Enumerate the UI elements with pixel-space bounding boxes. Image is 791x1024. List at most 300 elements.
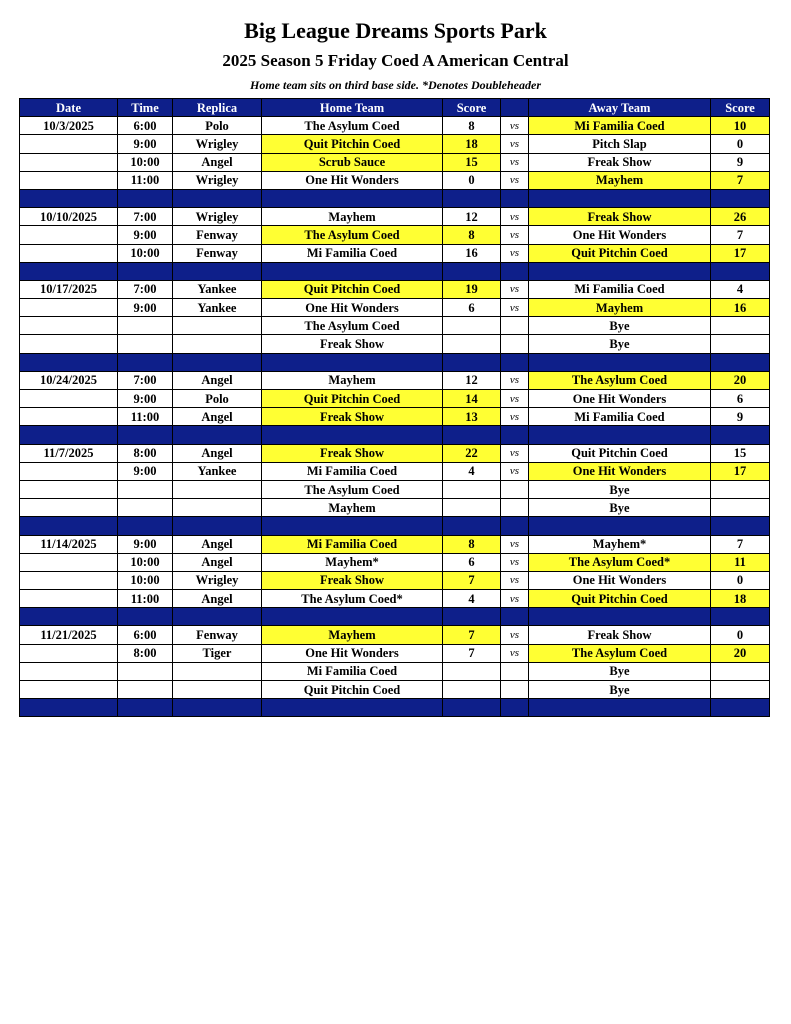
separator-cell bbox=[118, 426, 173, 444]
away-score-cell: 7 bbox=[711, 171, 770, 189]
home-team-cell: Mayhem* bbox=[262, 553, 443, 571]
away-team-cell: Mayhem* bbox=[529, 535, 711, 553]
home-team-cell: Quit Pitchin Coed bbox=[262, 390, 443, 408]
time-cell: 11:00 bbox=[118, 408, 173, 426]
vs-cell: vs bbox=[501, 535, 529, 553]
table-row bbox=[20, 335, 770, 353]
date-cell: 10/17/2025 bbox=[20, 280, 118, 298]
replica-cell bbox=[173, 335, 262, 353]
home-team-cell: Mayhem bbox=[262, 371, 443, 389]
time-cell: 9:00 bbox=[118, 299, 173, 317]
date-cell bbox=[20, 153, 118, 171]
date-cell bbox=[20, 553, 118, 571]
table-row bbox=[20, 571, 770, 589]
away-score-cell: 7 bbox=[711, 226, 770, 244]
home-team-cell: Quit Pitchin Coed bbox=[262, 681, 443, 699]
time-cell: 9:00 bbox=[118, 462, 173, 480]
away-team-cell: Freak Show bbox=[529, 208, 711, 226]
away-score-cell bbox=[711, 335, 770, 353]
separator-cell bbox=[443, 517, 501, 535]
date-cell: 11/7/2025 bbox=[20, 444, 118, 462]
away-score-cell bbox=[711, 480, 770, 498]
home-team-cell: Freak Show bbox=[262, 571, 443, 589]
home-score-cell: 6 bbox=[443, 553, 501, 571]
separator-cell bbox=[501, 699, 529, 717]
vs-cell: vs bbox=[501, 390, 529, 408]
away-team-cell: Bye bbox=[529, 681, 711, 699]
away-score-cell: 0 bbox=[711, 135, 770, 153]
away-team-cell: Pitch Slap bbox=[529, 135, 711, 153]
separator-cell bbox=[529, 517, 711, 535]
time-cell bbox=[118, 499, 173, 517]
home-team-cell: The Asylum Coed bbox=[262, 226, 443, 244]
table-row bbox=[20, 499, 770, 517]
away-team-cell: Bye bbox=[529, 335, 711, 353]
replica-cell bbox=[173, 317, 262, 335]
table-row bbox=[20, 553, 770, 571]
time-cell: 10:00 bbox=[118, 553, 173, 571]
home-team-cell: Freak Show bbox=[262, 408, 443, 426]
table-row bbox=[20, 280, 770, 298]
schedule-body bbox=[20, 117, 770, 717]
time-cell: 9:00 bbox=[118, 135, 173, 153]
page-subtitle: 2025 Season 5 Friday Coed A American Central bbox=[222, 51, 569, 70]
separator-cell bbox=[262, 426, 443, 444]
vs-cell: vs bbox=[501, 226, 529, 244]
replica-cell: Polo bbox=[173, 390, 262, 408]
table-row bbox=[20, 117, 770, 135]
table-row bbox=[20, 390, 770, 408]
separator-cell bbox=[262, 262, 443, 280]
separator-cell bbox=[118, 517, 173, 535]
home-score-cell bbox=[443, 317, 501, 335]
separator-cell bbox=[443, 262, 501, 280]
separator-cell bbox=[501, 353, 529, 371]
replica-cell: Wrigley bbox=[173, 208, 262, 226]
vs-cell: vs bbox=[501, 299, 529, 317]
separator-cell bbox=[529, 189, 711, 207]
home-team-cell: Mi Familia Coed bbox=[262, 662, 443, 680]
week-separator-row bbox=[20, 262, 770, 280]
vs-cell: vs bbox=[501, 444, 529, 462]
separator-cell bbox=[711, 189, 770, 207]
time-cell bbox=[118, 317, 173, 335]
date-cell bbox=[20, 480, 118, 498]
week-separator-row bbox=[20, 608, 770, 626]
separator-cell bbox=[443, 353, 501, 371]
home-score-cell: 7 bbox=[443, 571, 501, 589]
away-team-cell: One Hit Wonders bbox=[529, 390, 711, 408]
date-cell bbox=[20, 226, 118, 244]
time-cell: 7:00 bbox=[118, 208, 173, 226]
home-score-cell bbox=[443, 681, 501, 699]
replica-cell: Wrigley bbox=[173, 571, 262, 589]
vs-cell bbox=[501, 317, 529, 335]
week-separator-row bbox=[20, 699, 770, 717]
away-score-cell: 20 bbox=[711, 644, 770, 662]
away-team-cell: Bye bbox=[529, 317, 711, 335]
replica-cell: Angel bbox=[173, 553, 262, 571]
home-team-cell: Scrub Sauce bbox=[262, 153, 443, 171]
date-cell: 10/3/2025 bbox=[20, 117, 118, 135]
home-team-cell: Mayhem bbox=[262, 626, 443, 644]
vs-cell: vs bbox=[501, 280, 529, 298]
home-score-cell: 7 bbox=[443, 626, 501, 644]
time-cell: 11:00 bbox=[118, 590, 173, 608]
replica-cell: Fenway bbox=[173, 244, 262, 262]
home-score-cell: 12 bbox=[443, 208, 501, 226]
away-team-cell: Mi Familia Coed bbox=[529, 117, 711, 135]
table-row bbox=[20, 681, 770, 699]
table-row bbox=[20, 626, 770, 644]
separator-cell bbox=[173, 608, 262, 626]
vs-cell: vs bbox=[501, 408, 529, 426]
away-score-cell bbox=[711, 681, 770, 699]
time-cell: 11:00 bbox=[118, 171, 173, 189]
separator-cell bbox=[20, 699, 118, 717]
separator-cell bbox=[443, 608, 501, 626]
table-row bbox=[20, 371, 770, 389]
replica-cell: Angel bbox=[173, 444, 262, 462]
home-team-cell: Freak Show bbox=[262, 444, 443, 462]
away-team-cell: Quit Pitchin Coed bbox=[529, 444, 711, 462]
away-team-cell: Mi Familia Coed bbox=[529, 408, 711, 426]
separator-cell bbox=[20, 262, 118, 280]
replica-cell: Wrigley bbox=[173, 135, 262, 153]
col-header-date: Date bbox=[20, 99, 118, 117]
away-score-cell: 16 bbox=[711, 299, 770, 317]
home-team-cell: Mayhem bbox=[262, 208, 443, 226]
date-cell bbox=[20, 462, 118, 480]
away-team-cell: Mi Familia Coed bbox=[529, 280, 711, 298]
home-score-cell: 8 bbox=[443, 117, 501, 135]
table-row bbox=[20, 535, 770, 553]
replica-cell: Angel bbox=[173, 408, 262, 426]
table-row bbox=[20, 208, 770, 226]
away-score-cell: 9 bbox=[711, 153, 770, 171]
replica-cell bbox=[173, 681, 262, 699]
home-team-cell: Quit Pitchin Coed bbox=[262, 280, 443, 298]
separator-cell bbox=[443, 699, 501, 717]
separator-cell bbox=[118, 608, 173, 626]
home-team-cell: The Asylum Coed bbox=[262, 117, 443, 135]
home-score-cell: 4 bbox=[443, 462, 501, 480]
home-score-cell: 8 bbox=[443, 226, 501, 244]
separator-cell bbox=[711, 426, 770, 444]
vs-cell: vs bbox=[501, 571, 529, 589]
away-team-cell: Mayhem bbox=[529, 171, 711, 189]
home-score-cell: 4 bbox=[443, 590, 501, 608]
time-cell: 6:00 bbox=[118, 117, 173, 135]
table-row bbox=[20, 590, 770, 608]
table-row bbox=[20, 480, 770, 498]
away-score-cell: 17 bbox=[711, 244, 770, 262]
table-row bbox=[20, 171, 770, 189]
replica-cell bbox=[173, 662, 262, 680]
home-score-cell: 13 bbox=[443, 408, 501, 426]
home-score-cell: 16 bbox=[443, 244, 501, 262]
separator-cell bbox=[529, 608, 711, 626]
date-cell bbox=[20, 644, 118, 662]
separator-cell bbox=[501, 189, 529, 207]
table-row bbox=[20, 662, 770, 680]
col-header-replica: Replica bbox=[173, 99, 262, 117]
away-score-cell bbox=[711, 662, 770, 680]
separator-cell bbox=[20, 608, 118, 626]
table-row bbox=[20, 153, 770, 171]
vs-cell: vs bbox=[501, 208, 529, 226]
home-team-cell: One Hit Wonders bbox=[262, 644, 443, 662]
date-cell bbox=[20, 135, 118, 153]
date-cell: 11/21/2025 bbox=[20, 626, 118, 644]
separator-cell bbox=[262, 517, 443, 535]
table-row bbox=[20, 408, 770, 426]
away-team-cell: Bye bbox=[529, 480, 711, 498]
time-cell: 10:00 bbox=[118, 153, 173, 171]
col-header-away-score: Score bbox=[711, 99, 770, 117]
home-team-cell: One Hit Wonders bbox=[262, 171, 443, 189]
home-score-cell bbox=[443, 662, 501, 680]
date-cell bbox=[20, 408, 118, 426]
away-team-cell: Quit Pitchin Coed bbox=[529, 590, 711, 608]
separator-cell bbox=[501, 262, 529, 280]
vs-cell: vs bbox=[501, 117, 529, 135]
replica-cell bbox=[173, 499, 262, 517]
separator-cell bbox=[173, 699, 262, 717]
away-score-cell: 26 bbox=[711, 208, 770, 226]
separator-cell bbox=[118, 189, 173, 207]
away-team-cell: Bye bbox=[529, 499, 711, 517]
date-cell bbox=[20, 590, 118, 608]
col-header-home-score: Score bbox=[443, 99, 501, 117]
vs-cell: vs bbox=[501, 153, 529, 171]
date-cell bbox=[20, 571, 118, 589]
away-score-cell bbox=[711, 499, 770, 517]
col-header-vs bbox=[501, 99, 529, 117]
away-team-cell: The Asylum Coed bbox=[529, 371, 711, 389]
schedule-note: Home team sits on third base side. *Denotes Doubleheader bbox=[250, 78, 541, 92]
away-score-cell: 0 bbox=[711, 626, 770, 644]
replica-cell: Fenway bbox=[173, 626, 262, 644]
col-header-time: Time bbox=[118, 99, 173, 117]
week-separator-row bbox=[20, 189, 770, 207]
separator-cell bbox=[20, 426, 118, 444]
home-team-cell: Mi Familia Coed bbox=[262, 462, 443, 480]
separator-cell bbox=[443, 426, 501, 444]
date-cell: 11/14/2025 bbox=[20, 535, 118, 553]
vs-cell bbox=[501, 662, 529, 680]
vs-cell: vs bbox=[501, 462, 529, 480]
page-title: Big League Dreams Sports Park bbox=[244, 18, 547, 43]
time-cell: 10:00 bbox=[118, 571, 173, 589]
home-team-cell: Mi Familia Coed bbox=[262, 244, 443, 262]
away-score-cell: 11 bbox=[711, 553, 770, 571]
separator-cell bbox=[443, 189, 501, 207]
separator-cell bbox=[173, 353, 262, 371]
time-cell bbox=[118, 662, 173, 680]
date-cell bbox=[20, 335, 118, 353]
away-team-cell: One Hit Wonders bbox=[529, 571, 711, 589]
away-team-cell: One Hit Wonders bbox=[529, 462, 711, 480]
home-score-cell bbox=[443, 499, 501, 517]
away-team-cell: Quit Pitchin Coed bbox=[529, 244, 711, 262]
replica-cell bbox=[173, 480, 262, 498]
date-cell bbox=[20, 171, 118, 189]
table-row bbox=[20, 299, 770, 317]
home-team-cell: Freak Show bbox=[262, 335, 443, 353]
time-cell: 8:00 bbox=[118, 644, 173, 662]
vs-cell: vs bbox=[501, 171, 529, 189]
replica-cell: Yankee bbox=[173, 280, 262, 298]
replica-cell: Yankee bbox=[173, 462, 262, 480]
separator-cell bbox=[501, 426, 529, 444]
separator-cell bbox=[118, 353, 173, 371]
home-score-cell: 15 bbox=[443, 153, 501, 171]
time-cell: 9:00 bbox=[118, 226, 173, 244]
separator-cell bbox=[262, 608, 443, 626]
time-cell: 9:00 bbox=[118, 390, 173, 408]
separator-cell bbox=[529, 699, 711, 717]
vs-cell: vs bbox=[501, 644, 529, 662]
time-cell: 7:00 bbox=[118, 371, 173, 389]
away-team-cell: Freak Show bbox=[529, 153, 711, 171]
date-cell bbox=[20, 390, 118, 408]
separator-cell bbox=[118, 262, 173, 280]
vs-cell: vs bbox=[501, 626, 529, 644]
away-score-cell: 20 bbox=[711, 371, 770, 389]
separator-cell bbox=[173, 426, 262, 444]
date-cell bbox=[20, 317, 118, 335]
time-cell: 7:00 bbox=[118, 280, 173, 298]
week-separator-row bbox=[20, 517, 770, 535]
time-cell: 6:00 bbox=[118, 626, 173, 644]
vs-cell bbox=[501, 681, 529, 699]
home-score-cell: 8 bbox=[443, 535, 501, 553]
home-score-cell: 14 bbox=[443, 390, 501, 408]
replica-cell: Yankee bbox=[173, 299, 262, 317]
time-cell bbox=[118, 480, 173, 498]
replica-cell: Angel bbox=[173, 153, 262, 171]
replica-cell: Angel bbox=[173, 590, 262, 608]
away-score-cell: 17 bbox=[711, 462, 770, 480]
table-row bbox=[20, 444, 770, 462]
home-score-cell: 6 bbox=[443, 299, 501, 317]
vs-cell: vs bbox=[501, 590, 529, 608]
col-header-home-team: Home Team bbox=[262, 99, 443, 117]
away-team-cell: The Asylum Coed bbox=[529, 644, 711, 662]
separator-cell bbox=[20, 189, 118, 207]
date-cell bbox=[20, 681, 118, 699]
separator-cell bbox=[529, 262, 711, 280]
date-cell: 10/24/2025 bbox=[20, 371, 118, 389]
replica-cell: Tiger bbox=[173, 644, 262, 662]
home-team-cell: The Asylum Coed* bbox=[262, 590, 443, 608]
home-team-cell: Quit Pitchin Coed bbox=[262, 135, 443, 153]
separator-cell bbox=[711, 262, 770, 280]
away-team-cell: Mayhem bbox=[529, 299, 711, 317]
week-separator-row bbox=[20, 426, 770, 444]
time-cell: 10:00 bbox=[118, 244, 173, 262]
away-score-cell: 18 bbox=[711, 590, 770, 608]
away-score-cell: 6 bbox=[711, 390, 770, 408]
home-score-cell: 18 bbox=[443, 135, 501, 153]
away-score-cell: 9 bbox=[711, 408, 770, 426]
home-score-cell: 12 bbox=[443, 371, 501, 389]
separator-cell bbox=[711, 517, 770, 535]
separator-cell bbox=[711, 608, 770, 626]
schedule-table bbox=[19, 98, 770, 717]
table-row bbox=[20, 317, 770, 335]
table-row bbox=[20, 135, 770, 153]
home-team-cell: One Hit Wonders bbox=[262, 299, 443, 317]
vs-cell: vs bbox=[501, 244, 529, 262]
away-score-cell bbox=[711, 317, 770, 335]
home-team-cell: The Asylum Coed bbox=[262, 480, 443, 498]
separator-cell bbox=[711, 353, 770, 371]
replica-cell: Angel bbox=[173, 371, 262, 389]
date-cell bbox=[20, 662, 118, 680]
home-score-cell: 19 bbox=[443, 280, 501, 298]
separator-cell bbox=[501, 608, 529, 626]
vs-cell bbox=[501, 499, 529, 517]
home-score-cell bbox=[443, 335, 501, 353]
replica-cell: Angel bbox=[173, 535, 262, 553]
vs-cell: vs bbox=[501, 553, 529, 571]
separator-cell bbox=[20, 517, 118, 535]
home-score-cell bbox=[443, 480, 501, 498]
week-separator-row bbox=[20, 353, 770, 371]
away-team-cell: One Hit Wonders bbox=[529, 226, 711, 244]
vs-cell bbox=[501, 335, 529, 353]
away-team-cell: Freak Show bbox=[529, 626, 711, 644]
home-team-cell: Mi Familia Coed bbox=[262, 535, 443, 553]
col-header-away-team: Away Team bbox=[529, 99, 711, 117]
home-score-cell: 0 bbox=[443, 171, 501, 189]
separator-cell bbox=[173, 262, 262, 280]
vs-cell: vs bbox=[501, 135, 529, 153]
away-score-cell: 7 bbox=[711, 535, 770, 553]
away-score-cell: 15 bbox=[711, 444, 770, 462]
away-score-cell: 4 bbox=[711, 280, 770, 298]
away-score-cell: 0 bbox=[711, 571, 770, 589]
date-cell bbox=[20, 499, 118, 517]
table-row bbox=[20, 244, 770, 262]
vs-cell bbox=[501, 480, 529, 498]
separator-cell bbox=[173, 189, 262, 207]
replica-cell: Fenway bbox=[173, 226, 262, 244]
table-row bbox=[20, 644, 770, 662]
separator-cell bbox=[118, 699, 173, 717]
away-team-cell: Bye bbox=[529, 662, 711, 680]
separator-cell bbox=[711, 699, 770, 717]
date-cell bbox=[20, 244, 118, 262]
separator-cell bbox=[20, 353, 118, 371]
time-cell: 8:00 bbox=[118, 444, 173, 462]
away-team-cell: The Asylum Coed* bbox=[529, 553, 711, 571]
home-team-cell: The Asylum Coed bbox=[262, 317, 443, 335]
separator-cell bbox=[262, 189, 443, 207]
away-score-cell: 10 bbox=[711, 117, 770, 135]
separator-cell bbox=[173, 517, 262, 535]
separator-cell bbox=[262, 353, 443, 371]
home-score-cell: 7 bbox=[443, 644, 501, 662]
replica-cell: Wrigley bbox=[173, 171, 262, 189]
date-cell: 10/10/2025 bbox=[20, 208, 118, 226]
separator-cell bbox=[529, 353, 711, 371]
time-cell: 9:00 bbox=[118, 535, 173, 553]
separator-cell bbox=[501, 517, 529, 535]
separator-cell bbox=[529, 426, 711, 444]
